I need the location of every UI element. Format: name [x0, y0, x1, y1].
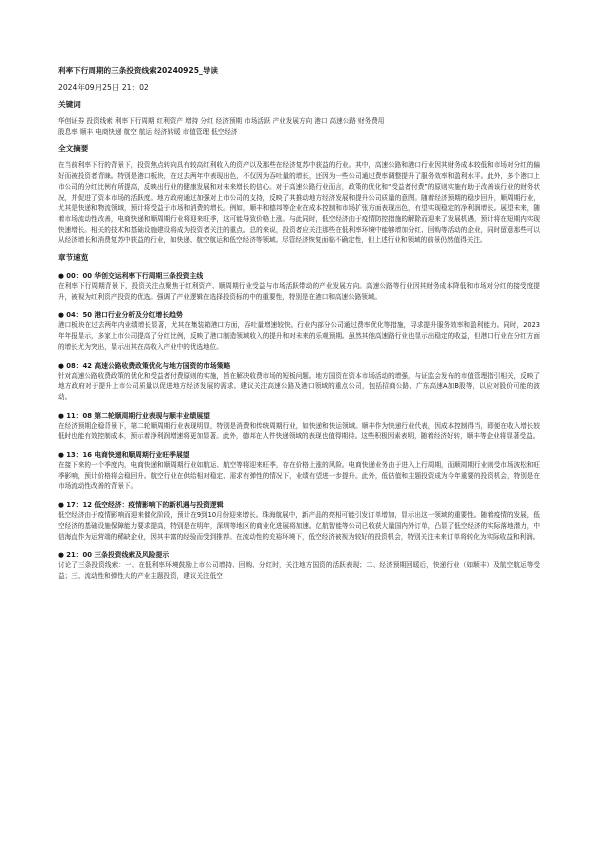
chapter-item — [58, 361, 540, 403]
document-datetime: 2024年09月25日 21：02 — [58, 83, 149, 92]
chapter-body: 在接下来的一个季度内，电商快递和顺周期行业如航运、航空等将迎来旺季，存在价格上涨的风险。电商快递业务由于进入上行周期，而顺周期行业则受市场波松和旺季影响，预计价格将会稳回升。航空行业在供给相对稳定、需求有弹性的情况下，业绩有望进一步提升。此外，低估值和主题投资成为今年重要的投资机会，特别是在市场流动性改善的背景下。 — [58, 461, 540, 491]
summary-heading: 全文摘要 — [58, 144, 89, 154]
chapter-item — [58, 310, 540, 352]
chapter-item — [58, 500, 540, 542]
chapter-item — [58, 411, 540, 442]
chapter-body: 港口板块在过去两年内业绩增长显著，尤其在集装箱港口方面，吞吐量增速较快。行业内部分公司通过费率优化等措施，寻求提升服务效率和盈利能力。同时，2023年年报显示，多家上市公司提高了分红比例，反映了港口制造领域收入的提升和对未来的乐观预期。虽然其他高速路行业也显示出稳定的收益，但港口行业在分红方面的增长尤为突出，显示出其在高收入产业中的优选地位。 — [58, 321, 540, 351]
document-page — [58, 66, 540, 582]
chapter-title: ● 21：00 三条投资线索及风险提示 — [58, 551, 170, 560]
chapter-body: 针对高速公路收费政策的优化和受益者付费原则的实施，旨在解决收费市场的短板问题。地方国资在资本市场活动的增强，与证监会发布的市值管理指引相关，反映了地方政府对于提升上市公司质量以促进地方经济发展的需求。建议关注高速公路及港口领域的重点公司，包括招商公路、广东高速A加B股等，以应对股价可能的波动。 — [58, 371, 540, 401]
chapter-item — [58, 450, 540, 492]
chapter-item — [58, 550, 540, 581]
chapter-title: ● 04：50 港口行业分析及分红增长趋势 — [58, 311, 183, 320]
chapter-body: 讨论了三条投资线索：一、在低利率环境鼓励上市公司增持、回购、分红时，关注地方国资的活跃表现；二、经济预期回暖后，快递行业（如顺丰）及航空航运等受益；三、流动性和弹性大的产业主题投资，建议关注低空 — [58, 561, 540, 580]
summary-text: 在当前利率下行的背景下，投资焦点转向具有较高红利收入的资产以及那些在经济复苏中获益的行业。其中，高速公路和港口行业因其财务成本较低和市场对分红的偏好而被投资者青睐。特别是港口板块，在过去两年中表现出色，不仅因为吞吐量的增长，还因为一些公司通过费率调整提升了服务效率和盈利水平。此外，多个港口上市公司的分红比例有所提高，反映出行业的健康发展和对未来增长的信心。对于高速公路行业而言，政策的优化和“受益者付费”的原则实施有助于改善该行业的财务状况，并促进了资本市场的活跃度。地方政府通过加强对上市公司的支持，反映了其推动地方经济发展和提升公司质量的意图。随着经济预期的稳步回升，顺周期行业，尤其是快递和物流领域，预计将受益于市场和消费的增长。例如，顺丰和德邦等企业在成本控制和市场扩张方面表现出色，有望实现稳定的净利润增长。展望未来，随着市场流动性改善，电商快递和顺周期行业将迎来旺季，这可能导致价格上涨。与此同时，低空经济由于疫情防控措施的解除而迎来了发展机遇，预计将在短期内实现快速增长。相关的技术和基础设施建设将成为投资者关注的重点。总的来说，投资者应关注那些在低利率环境中能够增加分红、回购等活动的企业，同时留意那些可以从经济增长和消费复苏中获益的行业，如快递、航空航运和低空经济等领域。尽管经济恢复面临不确定性，但上述行业和领域的前景仍然值得关注。 — [58, 161, 540, 245]
chapter-title: ● 00：00 华创交运利率下行周期三条投资主线 — [58, 272, 204, 281]
chapter-title: ● 11：08 第二轮顺周期行业表现与顺丰业绩展望 — [58, 411, 210, 420]
chapters-heading: 章节速览 — [58, 253, 89, 263]
chapter-body: 低空经济由于疫情影响而迎来催化阶段，预计在9到10月份迎来增长。珠海航展中，新产品的亮相可能引发订单增加，显示出这一领域的重要性。随着疫情的发展，低空经济的基础设施保障能力要求提高，特别是在明年，深圳等地区的商业化进展将加速。亿航智能等公司已收获大量国内外订单，凸显了低空经济的实际落地潜力，中信海直作为运营端的稀缺企业，因其丰富的经验而受到推荐。在流动性的充裕环境下，低空经济被视为较好的投资机会，特别关注未来订单将转化为实际收益和利润。 — [58, 511, 540, 541]
keywords-line-2: 股息率 顺丰 电商快递 航空 航运 经济转暖 市值管理 低空经济 — [58, 127, 238, 136]
chapter-body: 在经济预期企稳背景下，第二轮顺周期行业表现明显，特别是消费和传统周期行业，如快递和快运领域。顺丰作为快递行业代表，因成本控制得当，即便在收入增长较低时也能有效控制成本，预示着净利润增速将更加显著。此外，德邦在人件快递领域的表现也值得期待。这些积极因素表明，随着经济好转，顺丰等企业将显著受益。 — [58, 421, 540, 441]
chapter-title: ● 17：12 低空经济：疫情影响下的新机遇与投资逻辑 — [58, 501, 224, 510]
chapter-title: ● 08：42 高速公路收费政策优化与地方国资的市场策略 — [58, 361, 231, 370]
keywords-heading: 关键词 — [58, 100, 81, 109]
document-title: 利率下行周期的三条投资线索20240925_导读 — [58, 66, 218, 75]
keywords-line-1: 华创证券 投资线索 利率下行周期 红利资产 增持 分红 经济预期 市场活跃 产业发展方向 港口 高速公路 财务费用 — [58, 117, 385, 125]
chapter-body: 在利率下行周期背景下，投资关注点聚焦于红利资产、顺周期行业受益与市场活跃带动的产业发展方向。高速公路等行业因其财务成本降低和市场对分红的接受度提升，被视为红利资产投资的优选。强调了产业逻辑在选择投资标的中的重要性，特别是在港口和高速公路领域。 — [58, 282, 540, 301]
chapter-item — [58, 271, 540, 302]
keywords-block — [58, 116, 540, 137]
chapter-title: ● 13：16 电商快递和顺周期行业旺季展望 — [58, 451, 190, 460]
